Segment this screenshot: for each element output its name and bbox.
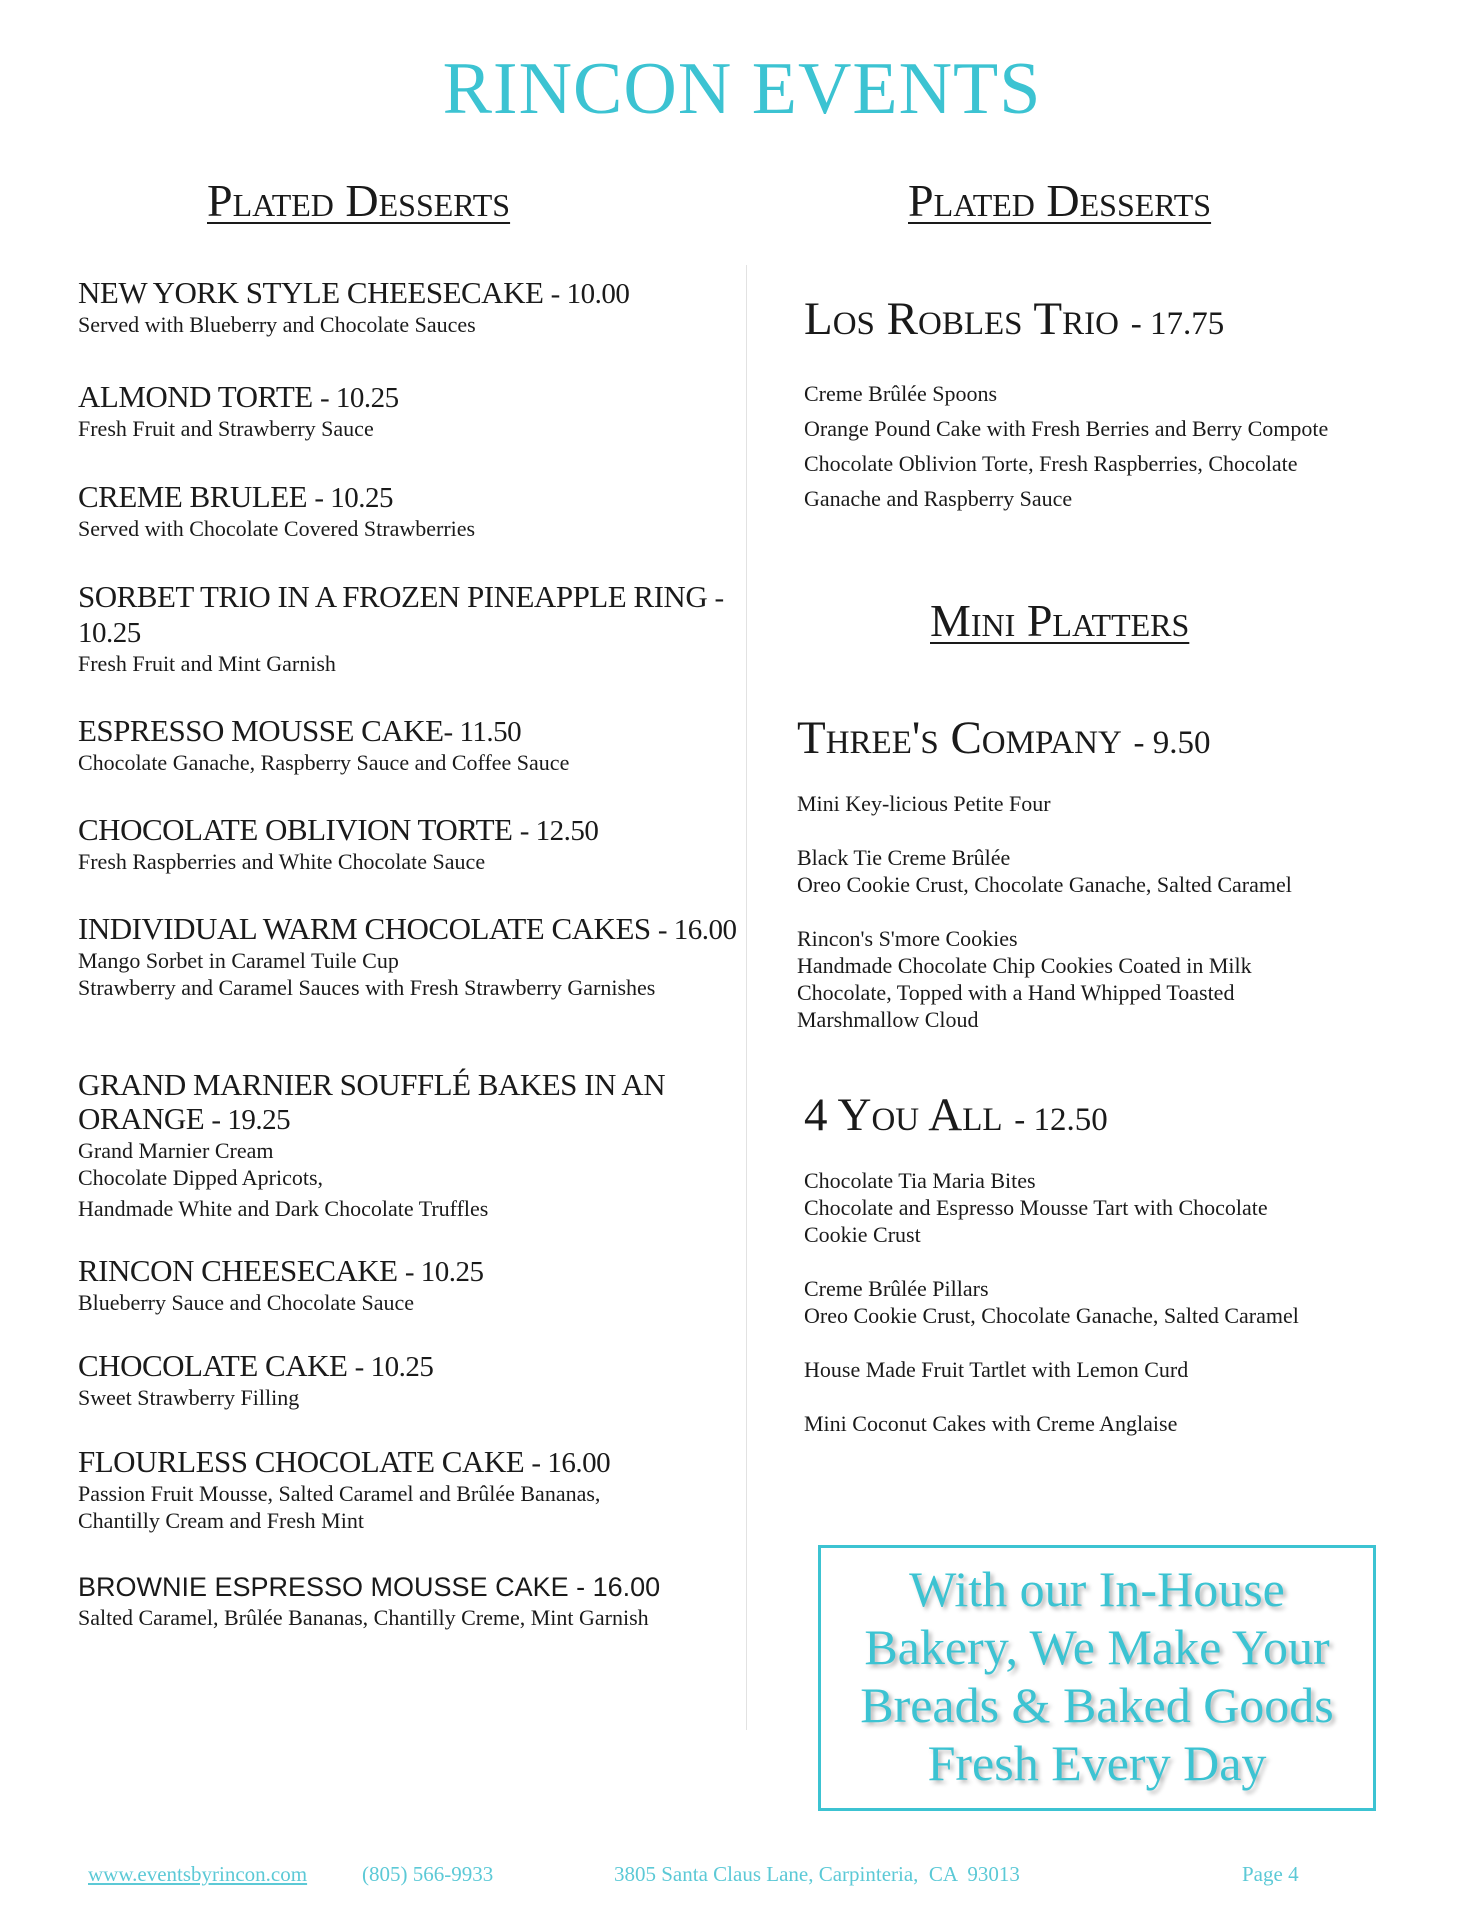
menu-item <box>78 1068 738 1222</box>
trio-line: Chocolate Oblivion Torte, Fresh Raspberries, Chocolate <box>804 451 1298 476</box>
right-section-title: Plated Desserts <box>908 175 1212 226</box>
menu-item <box>78 1254 738 1316</box>
youall-name: 4 You All <box>804 1089 1003 1141</box>
item-desc: Chocolate Dipped Apricots, <box>78 1165 324 1190</box>
threes-line: Oreo Cookie Crust, Chocolate Ganache, Salted Caramel <box>797 872 1292 897</box>
menu-item <box>78 714 738 776</box>
threes-line: Rincon's S'more Cookies <box>797 926 1018 951</box>
trio-line: Creme Brûlée Spoons <box>804 381 998 406</box>
menu-item <box>78 813 738 875</box>
item-name: ESPRESSO MOUSSE CAKE <box>78 713 444 748</box>
spacer <box>797 817 1292 844</box>
youall-line: Chocolate Tia Maria Bites <box>804 1168 1036 1193</box>
address: 3805 Santa Claus Lane, Carpinteria, CA 93013 <box>614 1862 1020 1886</box>
brand-title: RINCON EVENTS <box>442 48 1042 130</box>
threes-name: Three's Company <box>797 712 1122 764</box>
item-desc: Blueberry Sauce and Chocolate Sauce <box>78 1290 414 1315</box>
menu-item <box>78 276 738 338</box>
trio-price: - 17.75 <box>1130 306 1225 342</box>
promo-line: Bakery, We Make Your <box>864 1619 1330 1675</box>
item-price: - 16.00 <box>531 1447 611 1479</box>
threes-line: Marshmallow Cloud <box>797 1007 979 1032</box>
threes-line: Handmade Chocolate Chip Cookies Coated in Milk <box>797 953 1252 978</box>
trio-line: Orange Pound Cake with Fresh Berries and Berry Compote <box>804 416 1329 441</box>
item-desc: Passion Fruit Mousse, Salted Caramel and Brûlée Bananas, <box>78 1481 601 1506</box>
item-price: - 10.00 <box>550 278 630 310</box>
item-desc: Fresh Raspberries and White Chocolate Sauce <box>78 849 486 874</box>
item-price: - 19.25 <box>211 1104 291 1136</box>
bakery-promo-box <box>818 1545 1376 1811</box>
trio-list <box>804 376 1328 516</box>
spacer <box>804 1329 1299 1356</box>
menu-item <box>78 1570 738 1631</box>
promo-line: Fresh Every Day <box>927 1735 1267 1791</box>
spacer <box>804 1248 1299 1275</box>
item-name: ALMOND TORTE <box>78 379 313 414</box>
youall-list <box>804 1167 1299 1437</box>
mini-platters-title: Mini Platters <box>930 595 1190 646</box>
item-desc: Grand Marnier Cream <box>78 1138 274 1163</box>
trio-line: Ganache and Raspberry Sauce <box>804 486 1073 511</box>
item-price: - 16.00 <box>657 914 737 946</box>
item-name: FLOURLESS CHOCOLATE CAKE <box>78 1444 525 1479</box>
item-name: SORBET TRIO IN A FROZEN PINEAPPLE RING <box>78 579 708 614</box>
youall-line: House Made Fruit Tartlet with Lemon Curd <box>804 1357 1189 1382</box>
item-price: - 10.25 <box>319 382 399 414</box>
threes-price: - 9.50 <box>1133 725 1211 761</box>
item-price: - 10.25 <box>404 1256 484 1288</box>
promo-line: Breads & Baked Goods <box>860 1677 1334 1733</box>
youall-price: - 12.50 <box>1014 1102 1108 1138</box>
item-desc: Served with Blueberry and Chocolate Sauces <box>78 312 476 337</box>
item-price: - 10.25 <box>314 482 394 514</box>
menu-item <box>78 1445 738 1534</box>
item-desc: Handmade White and Dark Chocolate Truffles <box>78 1196 489 1221</box>
item-name: GRAND MARNIER SOUFFLÉ BAKES IN AN ORANGE <box>78 1067 666 1136</box>
threes-line: Chocolate, Topped with a Hand Whipped Toasted <box>797 980 1235 1005</box>
item-name: CHOCOLATE OBLIVION TORTE <box>78 812 513 847</box>
menu-item <box>78 580 738 677</box>
threes-line: Mini Key-licious Petite Four <box>797 791 1051 816</box>
promo-line: With our In-House <box>909 1561 1285 1617</box>
youall-line: Chocolate and Espresso Mousse Tart with Chocolate <box>804 1195 1268 1220</box>
item-desc: Mango Sorbet in Caramel Tuile Cup <box>78 948 399 973</box>
item-name: BROWNIE ESPRESSO MOUSSE CAKE <box>78 1572 569 1602</box>
item-name: INDIVIDUAL WARM CHOCOLATE CAKES <box>78 911 651 946</box>
menu-item <box>78 912 738 1001</box>
trio-name: Los Robles Trio <box>804 293 1119 345</box>
item-name: NEW YORK STYLE CHEESECAKE <box>78 275 544 310</box>
menu-item <box>78 380 738 442</box>
item-name: CREME BRULEE <box>78 479 308 514</box>
item-price: - 16.00 <box>576 1572 661 1602</box>
youall-line: Creme Brûlée Pillars <box>804 1276 989 1301</box>
youall-line: Cookie Crust <box>804 1222 921 1247</box>
youall-line: Mini Coconut Cakes with Creme Anglaise <box>804 1411 1178 1436</box>
item-name: CHOCOLATE CAKE <box>78 1348 348 1383</box>
threes-title <box>797 712 1211 764</box>
website-link[interactable]: www.eventsbyrincon.com <box>88 1862 308 1886</box>
item-desc: Fresh Fruit and Strawberry Sauce <box>78 416 374 441</box>
left-section-title: Plated Desserts <box>207 175 511 226</box>
phone-number: (805) 566-9933 <box>362 1862 494 1886</box>
threes-list <box>797 790 1292 1033</box>
item-desc: Chocolate Ganache, Raspberry Sauce and Coffee Sauce <box>78 750 570 775</box>
spacer <box>797 898 1292 925</box>
spacer <box>804 1383 1299 1410</box>
threes-line: Black Tie Creme Brûlée <box>797 845 1011 870</box>
trio-title <box>804 293 1225 345</box>
menu-item <box>78 480 738 542</box>
item-price: - 11.50 <box>443 716 522 748</box>
item-desc: Fresh Fruit and Mint Garnish <box>78 651 336 676</box>
item-desc: Sweet Strawberry Filling <box>78 1385 300 1410</box>
page-number: Page 4 <box>1242 1862 1299 1886</box>
item-desc: Chantilly Cream and Fresh Mint <box>78 1508 364 1533</box>
item-price: - 10.25 <box>354 1351 434 1383</box>
youall-line: Oreo Cookie Crust, Chocolate Ganache, Salted Caramel <box>804 1303 1299 1328</box>
item-price: - 12.50 <box>519 815 599 847</box>
item-name: RINCON CHEESECAKE <box>78 1253 398 1288</box>
item-desc: Served with Chocolate Covered Strawberries <box>78 516 476 541</box>
item-desc: Strawberry and Caramel Sauces with Fresh Strawberry Garnishes <box>78 975 656 1000</box>
menu-item <box>78 1349 738 1411</box>
youall-title <box>804 1089 1108 1141</box>
item-desc: Salted Caramel, Brûlée Bananas, Chantilly Creme, Mint Garnish <box>78 1605 649 1630</box>
column-divider <box>746 265 747 1730</box>
item-price: - 10.25 <box>78 582 724 649</box>
